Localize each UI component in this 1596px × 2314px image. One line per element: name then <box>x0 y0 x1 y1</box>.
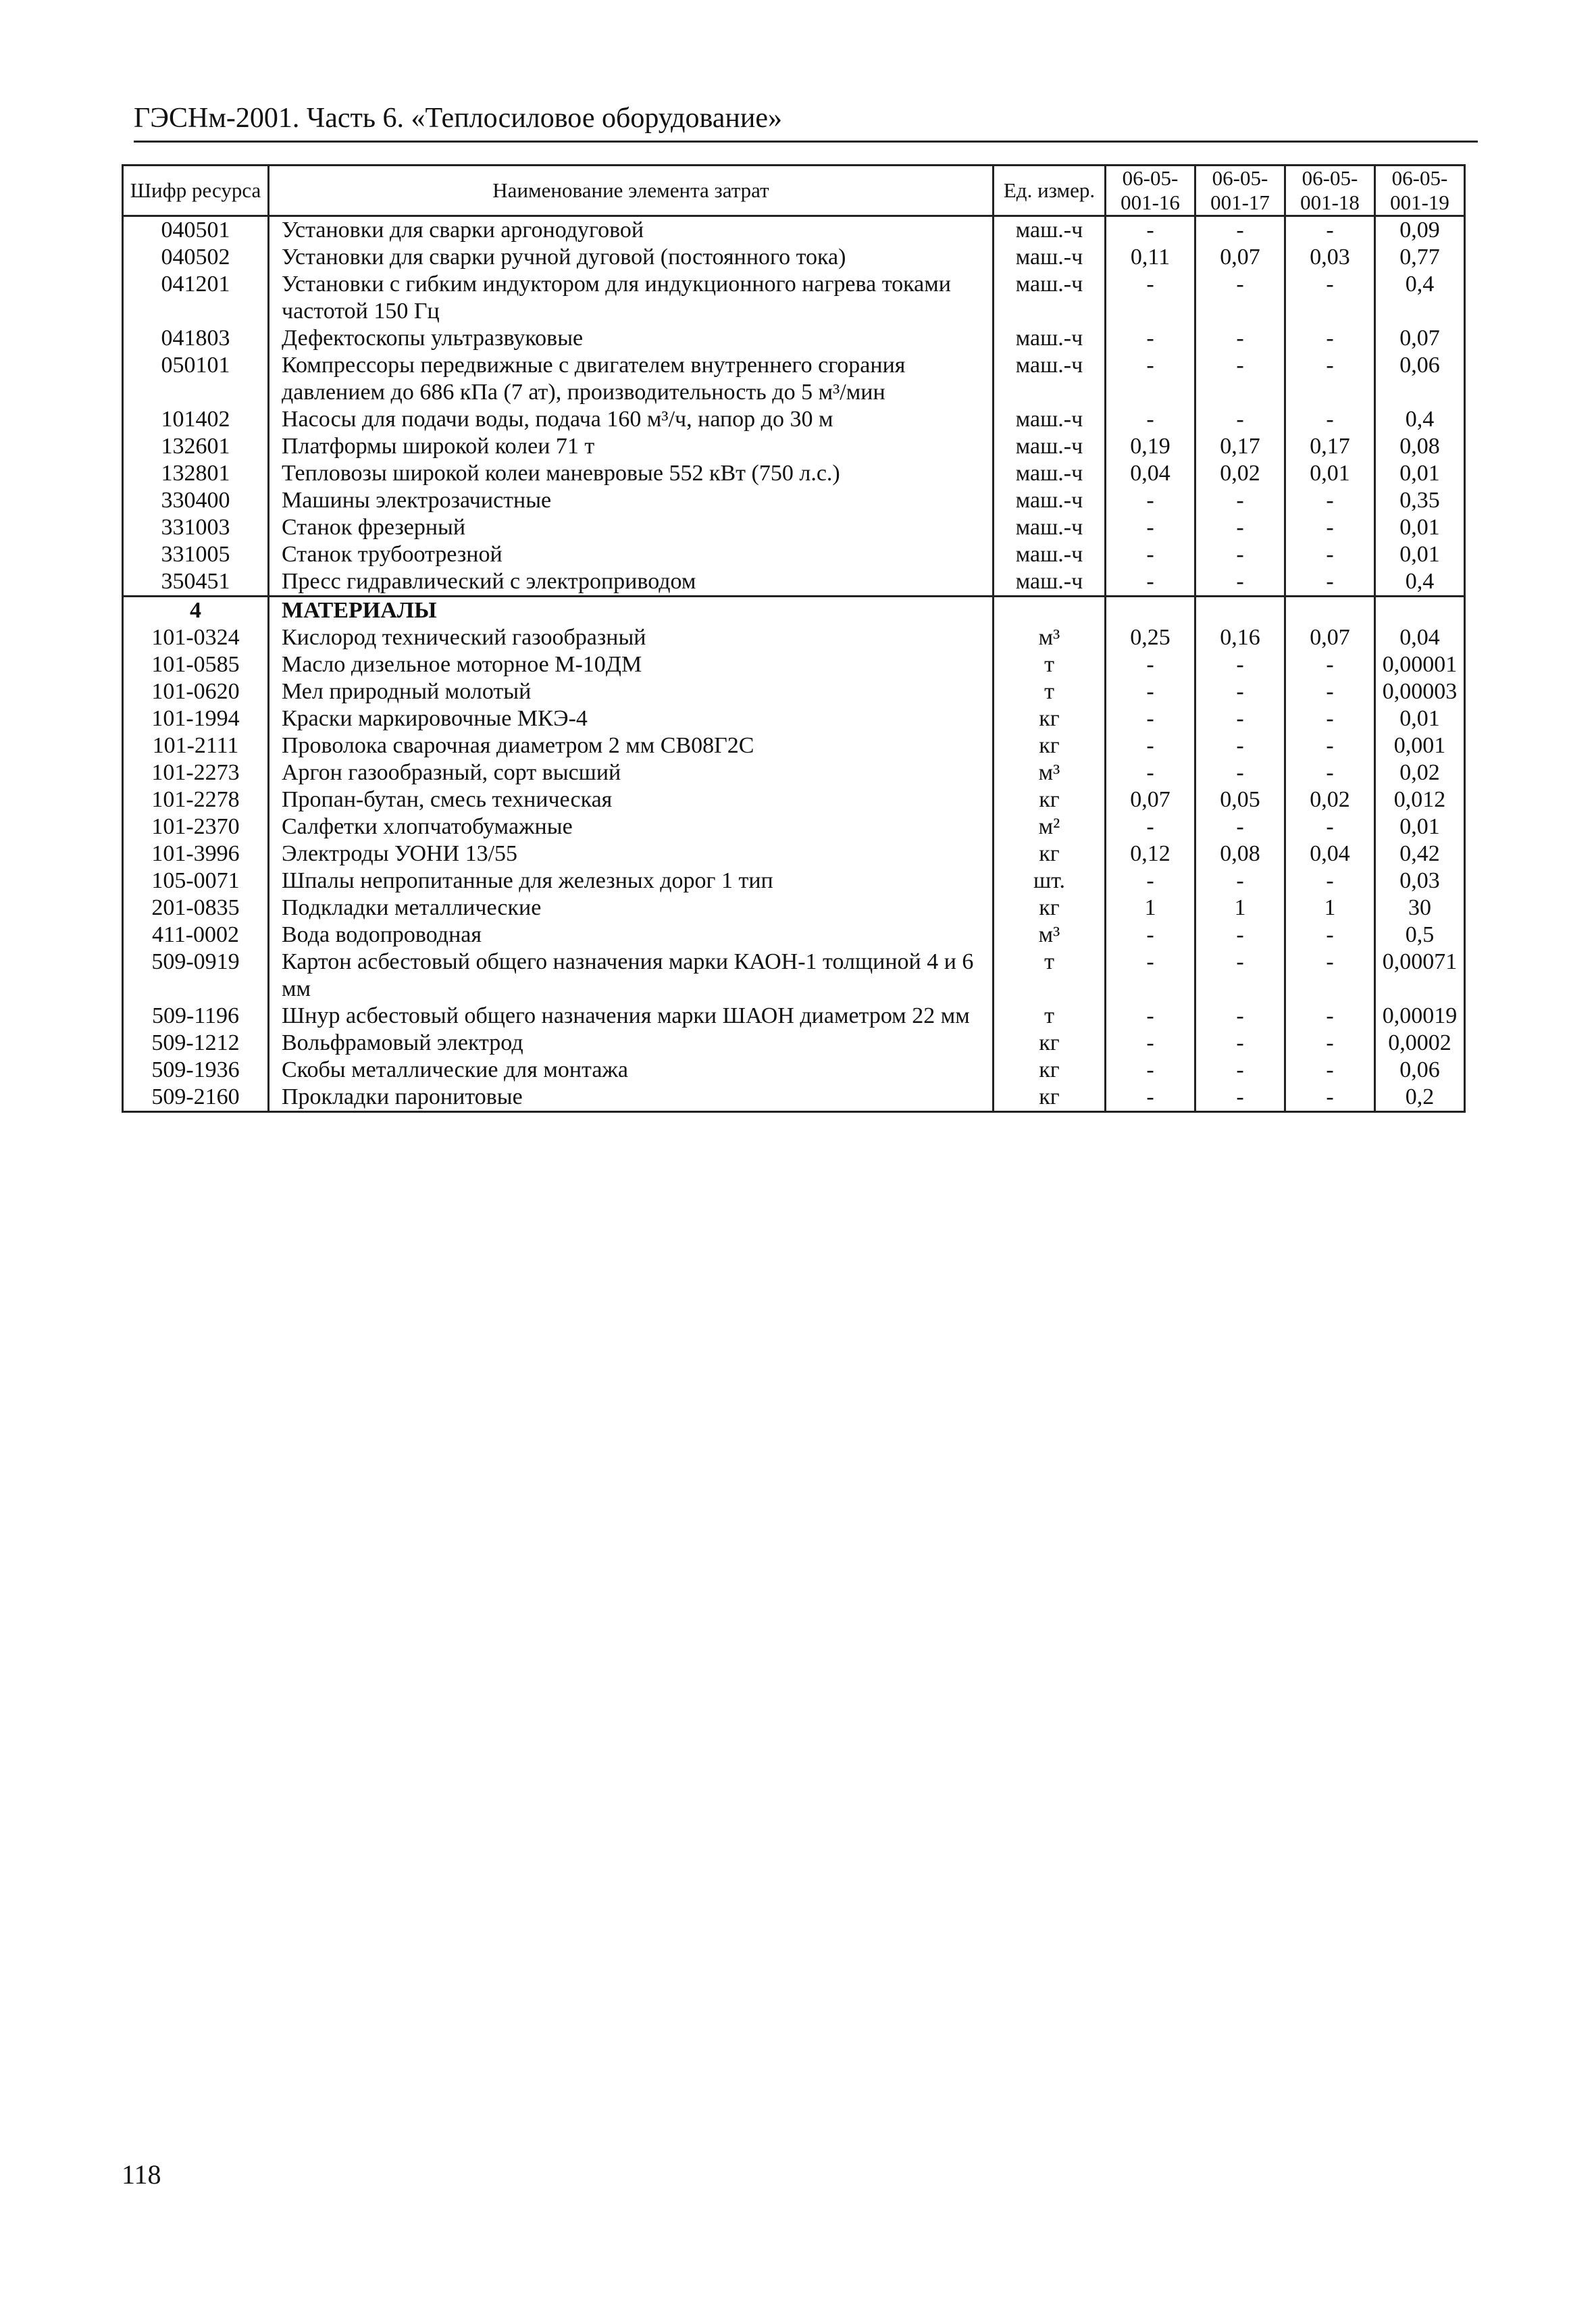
cell-name: МАТЕРИАЛЫ <box>269 597 994 625</box>
cell-v16: - <box>1106 216 1195 245</box>
table-row <box>123 406 1465 433</box>
cell-name: Вода водопроводная <box>269 922 994 949</box>
cell-name: Машины электрозачистные <box>269 487 994 514</box>
cell-name: Вольфрамовый электрод <box>269 1030 994 1057</box>
cell-v17: - <box>1195 678 1285 705</box>
cell-unit: шт. <box>994 867 1106 895</box>
cell-name: Пресс гидравлический с электроприводом <box>269 568 994 597</box>
cell-unit: маш.-ч <box>994 487 1106 514</box>
cell-code: 330400 <box>123 487 269 514</box>
cell-v19: 0,08 <box>1375 433 1465 460</box>
cell-name: Салфетки хлопчатобумажные <box>269 813 994 840</box>
table-row <box>123 541 1465 568</box>
cell-unit: м³ <box>994 922 1106 949</box>
cell-v17: - <box>1195 1030 1285 1057</box>
cell-unit: кг <box>994 786 1106 813</box>
cell-v19: 0,4 <box>1375 271 1465 325</box>
cell-name: Шнур асбестовый общего назначения марки ШАОН диаметром 22 мм <box>269 1003 994 1030</box>
table-row <box>123 813 1465 840</box>
cell-name: Кислород технический газообразный <box>269 624 994 651</box>
table-row <box>123 949 1465 1003</box>
cell-v19: 0,06 <box>1375 1057 1465 1084</box>
cell-v17: - <box>1195 514 1285 541</box>
cell-code: 331003 <box>123 514 269 541</box>
cell-v18: 0,04 <box>1285 840 1375 867</box>
cell-code: 101-0324 <box>123 624 269 651</box>
cell-code: 101-0585 <box>123 651 269 678</box>
resource-table <box>122 164 1466 1113</box>
table-row <box>123 786 1465 813</box>
cell-v18: - <box>1285 732 1375 759</box>
cell-code: 509-2160 <box>123 1084 269 1112</box>
cell-v16: 0,12 <box>1106 840 1195 867</box>
cell-unit: кг <box>994 895 1106 922</box>
cell-v18 <box>1285 597 1375 625</box>
header-06-05-001-19: 06-05-001-19 <box>1375 166 1465 216</box>
cell-v17: - <box>1195 732 1285 759</box>
cell-v17: - <box>1195 568 1285 597</box>
cell-v17: - <box>1195 271 1285 325</box>
cell-v19: 0,07 <box>1375 325 1465 352</box>
cell-v17: - <box>1195 406 1285 433</box>
cell-name: Подкладки металлические <box>269 895 994 922</box>
table-row <box>123 732 1465 759</box>
cell-v19: 0,4 <box>1375 406 1465 433</box>
cell-code: 040502 <box>123 244 269 271</box>
cell-v18: - <box>1285 514 1375 541</box>
header-unit: Ед. измер. <box>994 166 1106 216</box>
cell-name: Насосы для подачи воды, подача 160 м³/ч, напор до 30 м <box>269 406 994 433</box>
cell-v18: - <box>1285 352 1375 406</box>
cell-v17: - <box>1195 352 1285 406</box>
cell-v19: 0,2 <box>1375 1084 1465 1112</box>
cell-unit: маш.-ч <box>994 271 1106 325</box>
cell-v19: 0,0002 <box>1375 1030 1465 1057</box>
cell-v18: 0,17 <box>1285 433 1375 460</box>
cell-v16: 0,07 <box>1106 786 1195 813</box>
cell-name: Мел природный молотый <box>269 678 994 705</box>
cell-v18: - <box>1285 759 1375 786</box>
cell-code: 101-0620 <box>123 678 269 705</box>
table-body <box>123 216 1465 1112</box>
cell-v17: - <box>1195 216 1285 245</box>
cell-v18: - <box>1285 678 1375 705</box>
cell-name: Шпалы непропитанные для железных дорог 1 тип <box>269 867 994 895</box>
table-row <box>123 352 1465 406</box>
cell-code: 041201 <box>123 271 269 325</box>
cell-code: 041803 <box>123 325 269 352</box>
cell-v17: - <box>1195 867 1285 895</box>
cell-name: Проволока сварочная диаметром 2 мм СВ08Г2С <box>269 732 994 759</box>
cell-unit: кг <box>994 705 1106 732</box>
cell-code: 509-1212 <box>123 1030 269 1057</box>
table-header-row <box>123 166 1465 216</box>
cell-v19: 0,01 <box>1375 813 1465 840</box>
cell-v19: 0,012 <box>1375 786 1465 813</box>
cell-unit: м³ <box>994 759 1106 786</box>
cell-v16: - <box>1106 732 1195 759</box>
cell-v16 <box>1106 597 1195 625</box>
cell-v16: - <box>1106 759 1195 786</box>
cell-v16: - <box>1106 651 1195 678</box>
cell-v16: 1 <box>1106 895 1195 922</box>
cell-v18: - <box>1285 705 1375 732</box>
cell-code: 101-2370 <box>123 813 269 840</box>
cell-unit: т <box>994 949 1106 1003</box>
document-title: ГЭСНм-2001. Часть 6. «Теплосиловое оборудование» <box>134 103 783 134</box>
cell-unit <box>994 597 1106 625</box>
cell-v18: 1 <box>1285 895 1375 922</box>
cell-v16: 0,11 <box>1106 244 1195 271</box>
cell-name: Скобы металлические для монтажа <box>269 1057 994 1084</box>
table-row <box>123 922 1465 949</box>
cell-v19: 0,01 <box>1375 514 1465 541</box>
cell-v19 <box>1375 597 1465 625</box>
cell-v17 <box>1195 597 1285 625</box>
cell-v18: - <box>1285 813 1375 840</box>
cell-code: 201-0835 <box>123 895 269 922</box>
cell-v17: - <box>1195 1084 1285 1112</box>
cell-v19: 0,00019 <box>1375 1003 1465 1030</box>
table-row <box>123 1057 1465 1084</box>
page-header <box>134 101 1478 143</box>
cell-code: 101-2273 <box>123 759 269 786</box>
cell-v19: 0,09 <box>1375 216 1465 245</box>
cell-v16: - <box>1106 325 1195 352</box>
cell-v16: - <box>1106 705 1195 732</box>
cell-code: 101-3996 <box>123 840 269 867</box>
cell-v16: - <box>1106 487 1195 514</box>
cell-v16: - <box>1106 1084 1195 1112</box>
cell-v17: - <box>1195 325 1285 352</box>
table-row <box>123 1003 1465 1030</box>
cell-v19: 0,00003 <box>1375 678 1465 705</box>
cell-v17: - <box>1195 651 1285 678</box>
cell-name: Аргон газообразный, сорт высший <box>269 759 994 786</box>
cell-v16: - <box>1106 867 1195 895</box>
cell-v19: 30 <box>1375 895 1465 922</box>
cell-name: Электроды УОНИ 13/55 <box>269 840 994 867</box>
cell-v16: - <box>1106 541 1195 568</box>
table-row <box>123 487 1465 514</box>
table-row <box>123 433 1465 460</box>
cell-v17: 0,05 <box>1195 786 1285 813</box>
cell-v17: 0,02 <box>1195 460 1285 487</box>
cell-v18: - <box>1285 1003 1375 1030</box>
cell-code: 101-2278 <box>123 786 269 813</box>
cell-v16: 0,25 <box>1106 624 1195 651</box>
cell-code: 132601 <box>123 433 269 460</box>
header-06-05-001-18: 06-05-001-18 <box>1285 166 1375 216</box>
section-row <box>123 597 1465 625</box>
cell-unit: маш.-ч <box>994 568 1106 597</box>
cell-v16: - <box>1106 922 1195 949</box>
cell-v17: - <box>1195 541 1285 568</box>
header-06-05-001-17: 06-05-001-17 <box>1195 166 1285 216</box>
cell-name: Установки для сварки ручной дуговой (постоянного тока) <box>269 244 994 271</box>
cell-v18: - <box>1285 922 1375 949</box>
cell-v17: 0,17 <box>1195 433 1285 460</box>
cell-unit: маш.-ч <box>994 325 1106 352</box>
cell-name: Компрессоры передвижные с двигателем внутреннего сгорания давлением до 686 кПа (7 ат), производительность до 5 м³/мин <box>269 352 994 406</box>
table-row <box>123 895 1465 922</box>
cell-name: Станок трубоотрезной <box>269 541 994 568</box>
table-row <box>123 1084 1465 1112</box>
cell-v18: 0,02 <box>1285 786 1375 813</box>
cell-v16: - <box>1106 1003 1195 1030</box>
cell-v16: - <box>1106 568 1195 597</box>
cell-name: Платформы широкой колеи 71 т <box>269 433 994 460</box>
cell-v17: 0,08 <box>1195 840 1285 867</box>
cell-code: 105-0071 <box>123 867 269 895</box>
table-row <box>123 840 1465 867</box>
cell-v19: 0,42 <box>1375 840 1465 867</box>
cell-v18: - <box>1285 651 1375 678</box>
cell-v16: - <box>1106 813 1195 840</box>
cell-unit: кг <box>994 840 1106 867</box>
cell-v18: - <box>1285 867 1375 895</box>
cell-unit: маш.-ч <box>994 216 1106 245</box>
table-row <box>123 678 1465 705</box>
cell-v16: 0,19 <box>1106 433 1195 460</box>
cell-v19: 0,03 <box>1375 867 1465 895</box>
cell-unit: маш.-ч <box>994 460 1106 487</box>
cell-v19: 0,001 <box>1375 732 1465 759</box>
cell-v18: - <box>1285 406 1375 433</box>
cell-v18: - <box>1285 568 1375 597</box>
cell-code: 040501 <box>123 216 269 245</box>
cell-v19: 0,01 <box>1375 460 1465 487</box>
cell-v17: 1 <box>1195 895 1285 922</box>
table-row <box>123 271 1465 325</box>
table-row <box>123 651 1465 678</box>
cell-code: 509-1196 <box>123 1003 269 1030</box>
cell-v16: - <box>1106 271 1195 325</box>
cell-v18: - <box>1285 1030 1375 1057</box>
table-row <box>123 705 1465 732</box>
cell-v18: - <box>1285 325 1375 352</box>
cell-v17: - <box>1195 1003 1285 1030</box>
cell-name: Тепловозы широкой колеи маневровые 552 кВт (750 л.с.) <box>269 460 994 487</box>
cell-v17: - <box>1195 705 1285 732</box>
cell-unit: т <box>994 651 1106 678</box>
cell-unit: кг <box>994 732 1106 759</box>
cell-v16: 0,04 <box>1106 460 1195 487</box>
cell-v18: - <box>1285 271 1375 325</box>
cell-v19: 0,00001 <box>1375 651 1465 678</box>
cell-unit: кг <box>994 1057 1106 1084</box>
cell-v16: - <box>1106 949 1195 1003</box>
cell-v18: 0,07 <box>1285 624 1375 651</box>
cell-code: 411-0002 <box>123 922 269 949</box>
cell-v19: 0,4 <box>1375 568 1465 597</box>
cell-v17: 0,16 <box>1195 624 1285 651</box>
cell-unit: т <box>994 1003 1106 1030</box>
table-row <box>123 325 1465 352</box>
cell-v19: 0,00071 <box>1375 949 1465 1003</box>
cell-v19: 0,01 <box>1375 705 1465 732</box>
table-row <box>123 568 1465 597</box>
cell-v18: - <box>1285 949 1375 1003</box>
cell-v17: - <box>1195 759 1285 786</box>
cell-unit: кг <box>994 1084 1106 1112</box>
cell-name: Дефектоскопы ультразвуковые <box>269 325 994 352</box>
cell-code: 050101 <box>123 352 269 406</box>
cell-v19: 0,01 <box>1375 541 1465 568</box>
cell-code: 350451 <box>123 568 269 597</box>
cell-v17: - <box>1195 1057 1285 1084</box>
table-row <box>123 244 1465 271</box>
cell-code: 509-0919 <box>123 949 269 1003</box>
cell-unit: маш.-ч <box>994 541 1106 568</box>
cell-v19: 0,04 <box>1375 624 1465 651</box>
cell-unit: маш.-ч <box>994 514 1106 541</box>
cell-v19: 0,35 <box>1375 487 1465 514</box>
header-code: Шифр ресурса <box>123 166 269 216</box>
cell-unit: м² <box>994 813 1106 840</box>
cell-v18: 0,01 <box>1285 460 1375 487</box>
cell-name: Картон асбестовый общего назначения марки КАОН-1 толщиной 4 и 6 мм <box>269 949 994 1003</box>
table-row <box>123 514 1465 541</box>
cell-v17: - <box>1195 487 1285 514</box>
cell-v16: - <box>1106 406 1195 433</box>
cell-v16: - <box>1106 678 1195 705</box>
cell-v17: - <box>1195 922 1285 949</box>
cell-code: 101-2111 <box>123 732 269 759</box>
table-row <box>123 759 1465 786</box>
cell-unit: маш.-ч <box>994 406 1106 433</box>
cell-name: Установки с гибким индуктором для индукционного нагрева токами частотой 150 Гц <box>269 271 994 325</box>
cell-name: Краски маркировочные МКЭ-4 <box>269 705 994 732</box>
cell-v18: - <box>1285 487 1375 514</box>
cell-name: Масло дизельное моторное М-10ДМ <box>269 651 994 678</box>
table-row <box>123 624 1465 651</box>
cell-v16: - <box>1106 1030 1195 1057</box>
cell-unit: маш.-ч <box>994 433 1106 460</box>
page-number: 118 <box>122 2159 161 2190</box>
cell-v18: 0,03 <box>1285 244 1375 271</box>
header-name: Наименование элемента затрат <box>269 166 994 216</box>
cell-name: Прокладки паронитовые <box>269 1084 994 1112</box>
cell-v16: - <box>1106 514 1195 541</box>
cell-v18: - <box>1285 1084 1375 1112</box>
cell-v18: - <box>1285 216 1375 245</box>
cell-unit: м³ <box>994 624 1106 651</box>
cell-v16: - <box>1106 352 1195 406</box>
cell-v19: 0,5 <box>1375 922 1465 949</box>
cell-code: 331005 <box>123 541 269 568</box>
table-row <box>123 867 1465 895</box>
cell-code: 101-1994 <box>123 705 269 732</box>
cell-code: 4 <box>123 597 269 625</box>
cell-v18: - <box>1285 541 1375 568</box>
cell-v18: - <box>1285 1057 1375 1084</box>
header-06-05-001-16: 06-05-001-16 <box>1106 166 1195 216</box>
cell-name: Пропан-бутан, смесь техническая <box>269 786 994 813</box>
cell-code: 101402 <box>123 406 269 433</box>
cell-v17: - <box>1195 813 1285 840</box>
cell-name: Станок фрезерный <box>269 514 994 541</box>
cell-v19: 0,77 <box>1375 244 1465 271</box>
table-row <box>123 1030 1465 1057</box>
cell-name: Установки для сварки аргонодуговой <box>269 216 994 245</box>
table-row <box>123 460 1465 487</box>
cell-unit: маш.-ч <box>994 352 1106 406</box>
cell-v19: 0,02 <box>1375 759 1465 786</box>
cell-unit: т <box>994 678 1106 705</box>
cell-v17: - <box>1195 949 1285 1003</box>
cell-code: 132801 <box>123 460 269 487</box>
cell-code: 509-1936 <box>123 1057 269 1084</box>
cell-unit: кг <box>994 1030 1106 1057</box>
cell-v17: 0,07 <box>1195 244 1285 271</box>
cell-v16: - <box>1106 1057 1195 1084</box>
table-row <box>123 216 1465 245</box>
cell-unit: маш.-ч <box>994 244 1106 271</box>
cell-v19: 0,06 <box>1375 352 1465 406</box>
